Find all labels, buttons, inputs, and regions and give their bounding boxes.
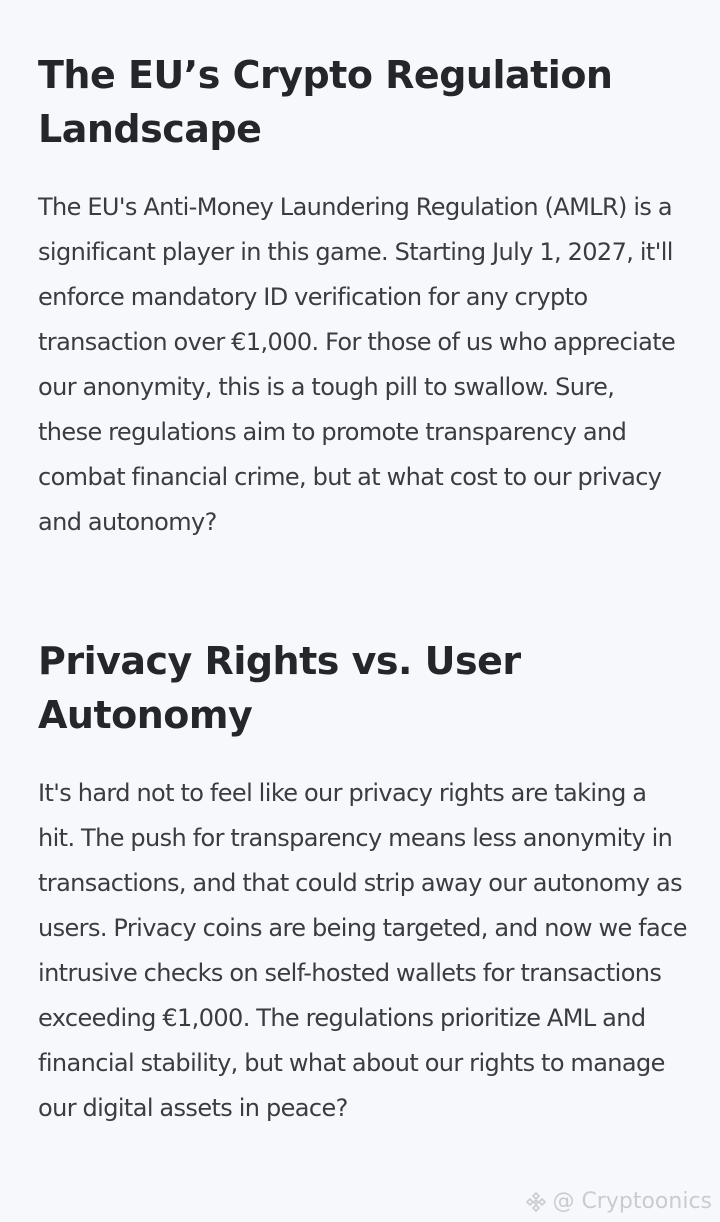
section-heading-eu-regulation: The EU’s Crypto Regulation Landscape [38,53,613,151]
section-heading-privacy-rights: Privacy Rights vs. User Autonomy [38,639,521,737]
section-body-privacy-rights: It's hard not to feel like our privacy rights are taking a hit. The push for transparency means less anonymity in transactions, and that could strip away our autonomy as users. Privacy coins are being targeted, and now we face intrusive checks on self-hosted wallets for transactions exceeding €1,000. The regulations prioritize AML and financial stability, but what about our rights to manage our digital assets in peace? [38,779,687,1122]
watermark-text: @ Cryptoonics [552,1189,712,1214]
section-body-eu-regulation: The EU's Anti-Money Laundering Regulation (AMLR) is a significant player in this game. Starting July 1, 2027, it'll enforce mandatory ID verification for any crypto transaction over €1,000. For those of us who appreciate our anonymity, this is a tough pill to swallow. Sure, these regulations aim to promote transparency and combat financial crime, but at what cost to our privacy and autonomy? [38,193,676,536]
watermark [524,1189,712,1214]
binance-diamond-icon [524,1190,548,1214]
